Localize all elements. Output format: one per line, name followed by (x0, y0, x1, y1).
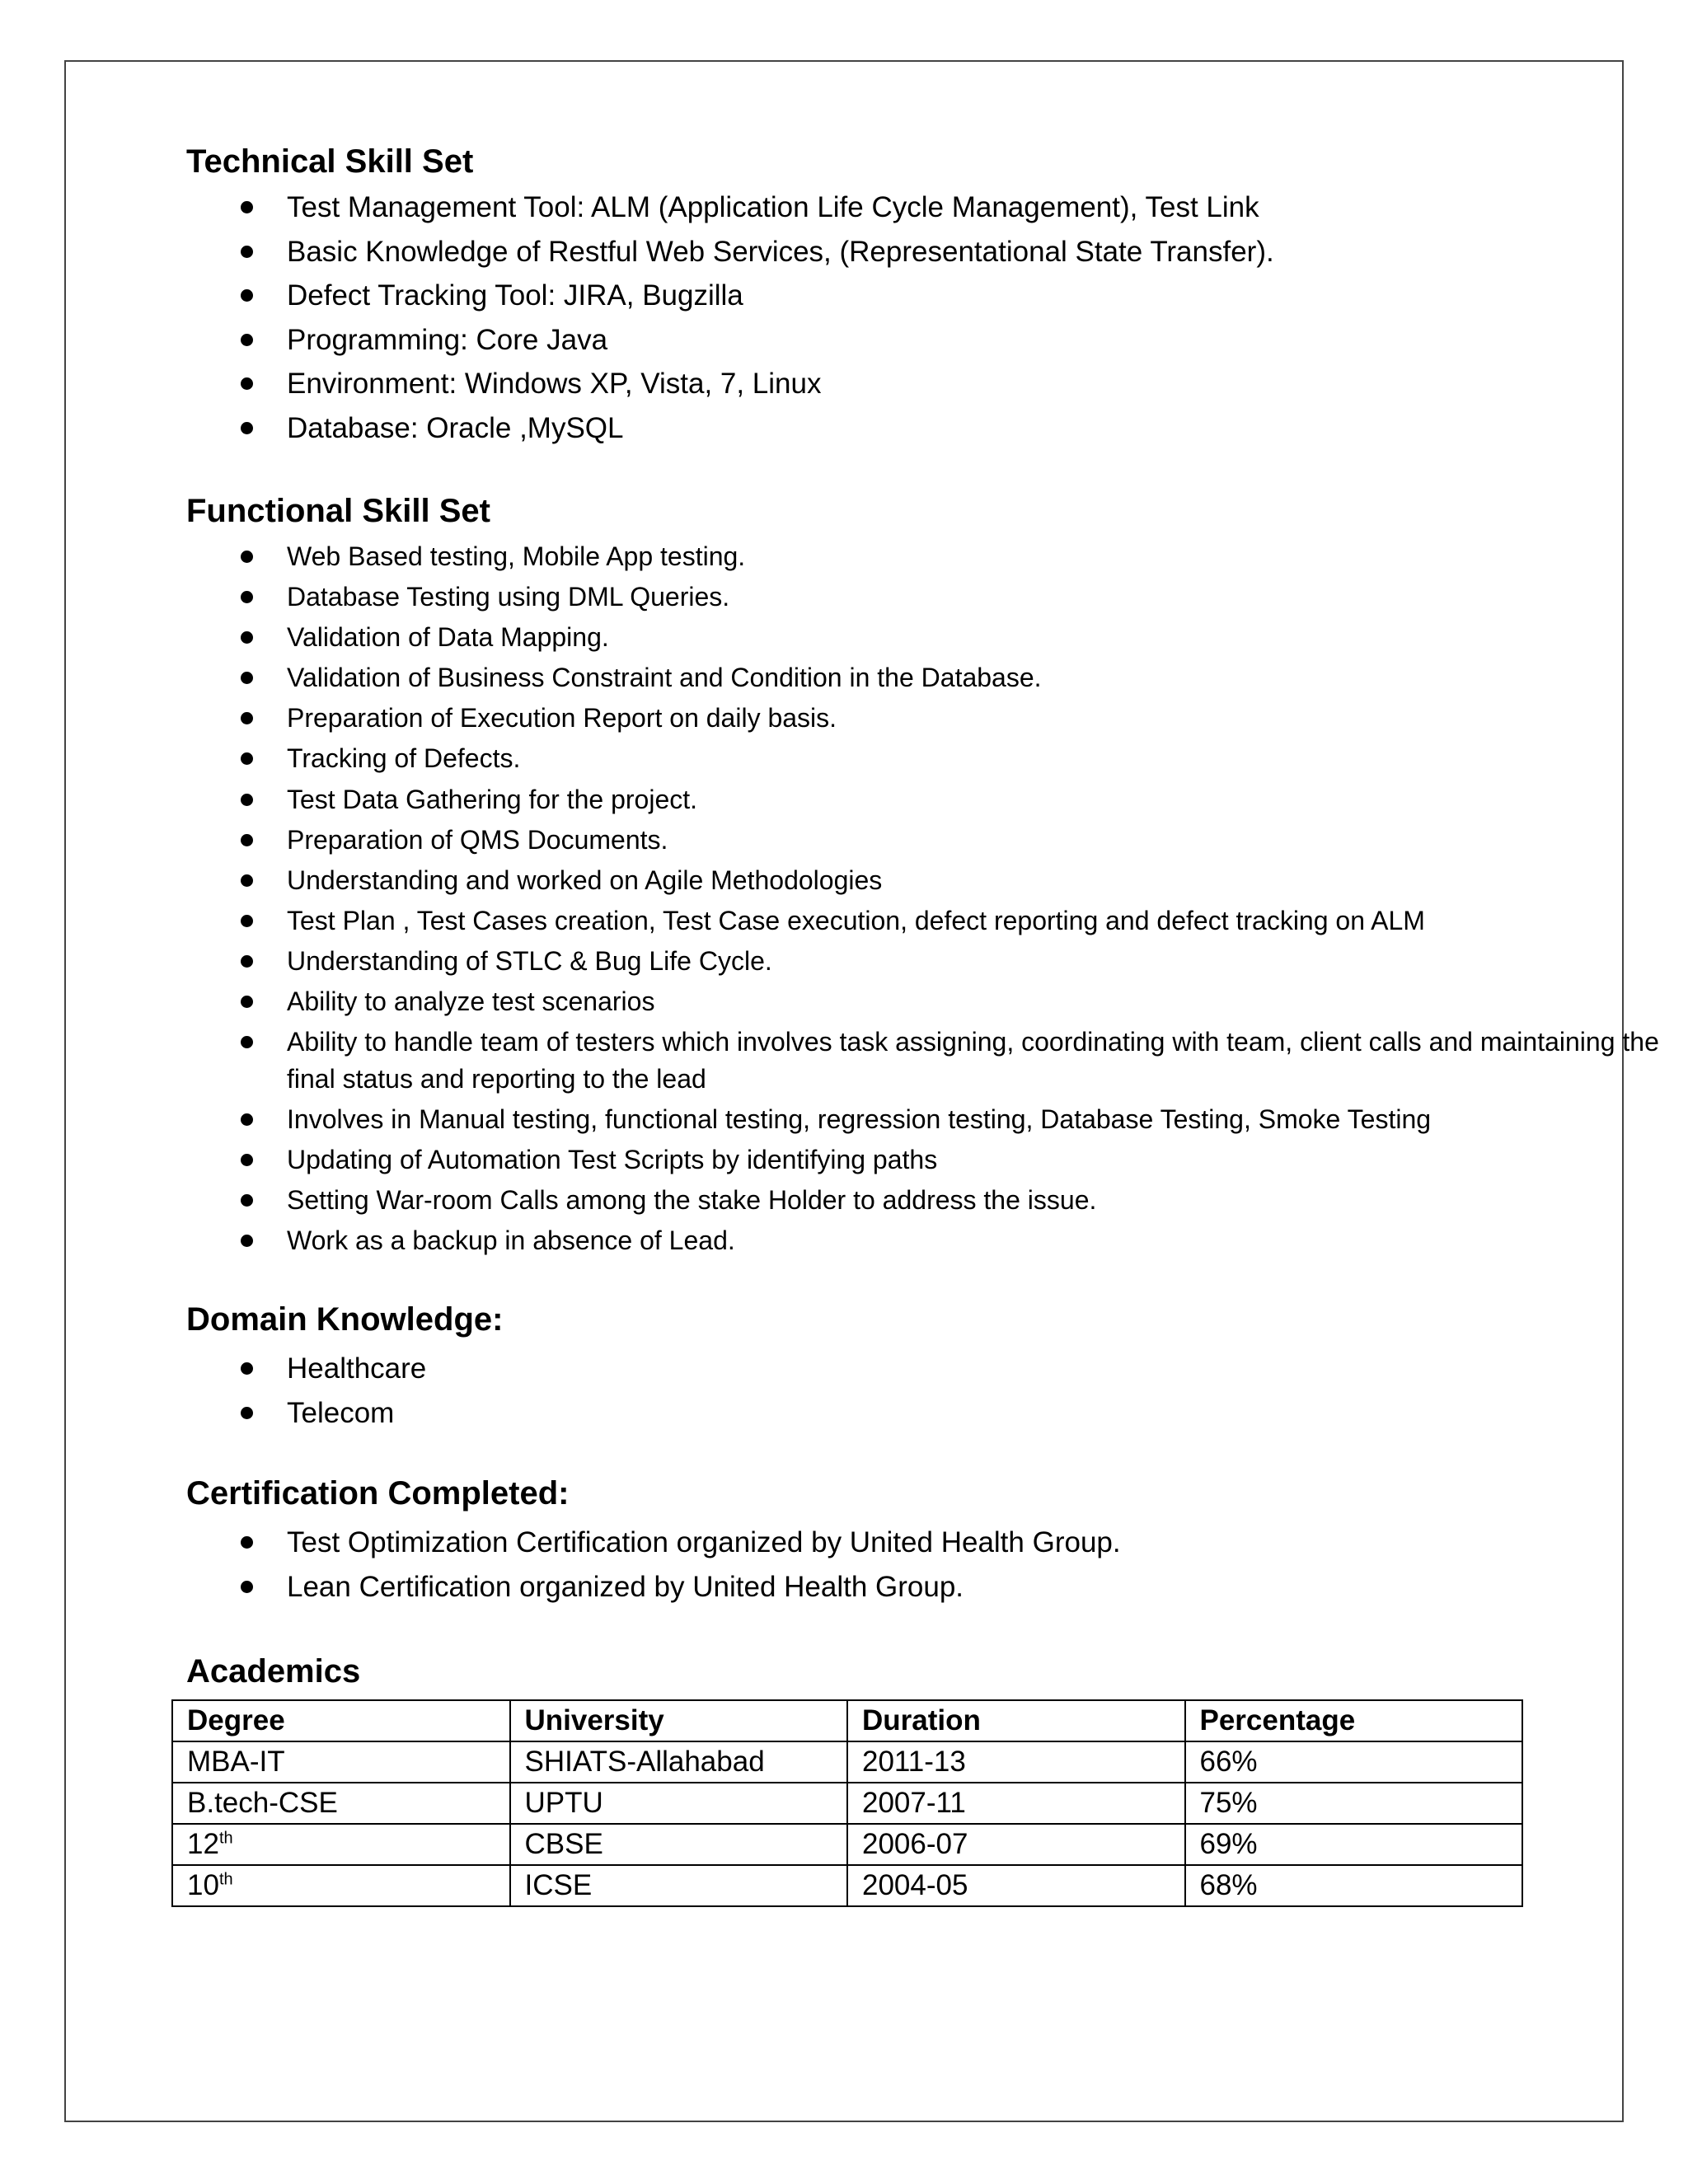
list-item: Database Testing using DML Queries. (186, 577, 1688, 617)
list-item: Tracking of Defects. (186, 738, 1688, 779)
table-row (172, 1741, 1522, 1783)
academics-heading: Academics (186, 1653, 361, 1690)
table-header-row (172, 1700, 1522, 1741)
list-item: Preparation of Execution Report on daily basis. (186, 698, 1688, 738)
list-item: Involves in Manual testing, functional testing, regression testing, Database Testing, Smoke Testing (186, 1099, 1688, 1140)
percentage-cell: 75% (1185, 1783, 1523, 1824)
list-item: Test Data Gathering for the project. (186, 780, 1688, 820)
column-header-university: University (510, 1700, 848, 1741)
university-cell: UPTU (510, 1783, 848, 1824)
duration-cell: 2011-13 (847, 1741, 1185, 1783)
list-item: Test Plan , Test Cases creation, Test Case execution, defect reporting and defect tracking on ALM (186, 901, 1688, 941)
university-cell: CBSE (510, 1824, 848, 1865)
column-header-percentage: Percentage (1185, 1700, 1523, 1741)
list-item: Web Based testing, Mobile App testing. (186, 537, 1688, 577)
list-item: Understanding of STLC & Bug Life Cycle. (186, 941, 1688, 982)
duration-cell: 2006-07 (847, 1824, 1185, 1865)
technical-skill-list (186, 185, 1274, 451)
technical-skill-heading: Technical Skill Set (186, 143, 474, 180)
list-item: Healthcare (186, 1347, 426, 1391)
column-header-degree: Degree (172, 1700, 510, 1741)
list-item: Defect Tracking Tool: JIRA, Bugzilla (186, 274, 1274, 318)
degree-cell: 10th (172, 1865, 510, 1906)
list-item: Telecom (186, 1391, 426, 1436)
list-item: Validation of Data Mapping. (186, 617, 1688, 658)
certification-heading: Certification Completed: (186, 1475, 570, 1511)
percentage-cell: 69% (1185, 1824, 1523, 1865)
university-cell: ICSE (510, 1865, 848, 1906)
list-item: Environment: Windows XP, Vista, 7, Linux (186, 362, 1274, 406)
percentage-cell: 66% (1185, 1741, 1523, 1783)
domain-knowledge-list (186, 1347, 426, 1435)
list-item: Validation of Business Constraint and Condition in the Database. (186, 658, 1688, 698)
table-row (172, 1824, 1522, 1865)
table-row (172, 1783, 1522, 1824)
degree-cell: MBA-IT (172, 1741, 510, 1783)
list-item: Preparation of QMS Documents. (186, 820, 1688, 860)
duration-cell: 2007-11 (847, 1783, 1185, 1824)
list-item: Updating of Automation Test Scripts by identifying paths (186, 1140, 1688, 1180)
list-item: Programming: Core Java (186, 318, 1274, 363)
list-item: Test Optimization Certification organized by United Health Group. (186, 1521, 1121, 1565)
list-item: Work as a backup in absence of Lead. (186, 1221, 1688, 1261)
table-row (172, 1865, 1522, 1906)
university-cell: SHIATS-Allahabad (510, 1741, 848, 1783)
list-item: Setting War-room Calls among the stake Holder to address the issue. (186, 1180, 1688, 1221)
certification-list (186, 1521, 1121, 1609)
list-item: Ability to analyze test scenarios (186, 982, 1688, 1022)
list-item: Lean Certification organized by United Health Group. (186, 1565, 1121, 1610)
list-item: Database: Oracle ,MySQL (186, 406, 1274, 451)
list-item: Basic Knowledge of Restful Web Services, (Representational State Transfer). (186, 230, 1274, 274)
degree-cell: 12th (172, 1824, 510, 1865)
domain-knowledge-heading: Domain Knowledge: (186, 1301, 504, 1338)
column-header-duration: Duration (847, 1700, 1185, 1741)
percentage-cell: 68% (1185, 1865, 1523, 1906)
academics-table (171, 1699, 1523, 1907)
functional-skill-list (186, 537, 1688, 1262)
functional-skill-heading: Functional Skill Set (186, 493, 490, 529)
list-item: Ability to handle team of testers which involves task assigning, coordinating with team, client calls and maintaining the final status and reporting to the lead (186, 1022, 1688, 1099)
duration-cell: 2004-05 (847, 1865, 1185, 1906)
degree-cell: B.tech-CSE (172, 1783, 510, 1824)
list-item: Test Management Tool: ALM (Application Life Cycle Management), Test Link (186, 185, 1274, 230)
list-item: Understanding and worked on Agile Methodologies (186, 860, 1688, 901)
